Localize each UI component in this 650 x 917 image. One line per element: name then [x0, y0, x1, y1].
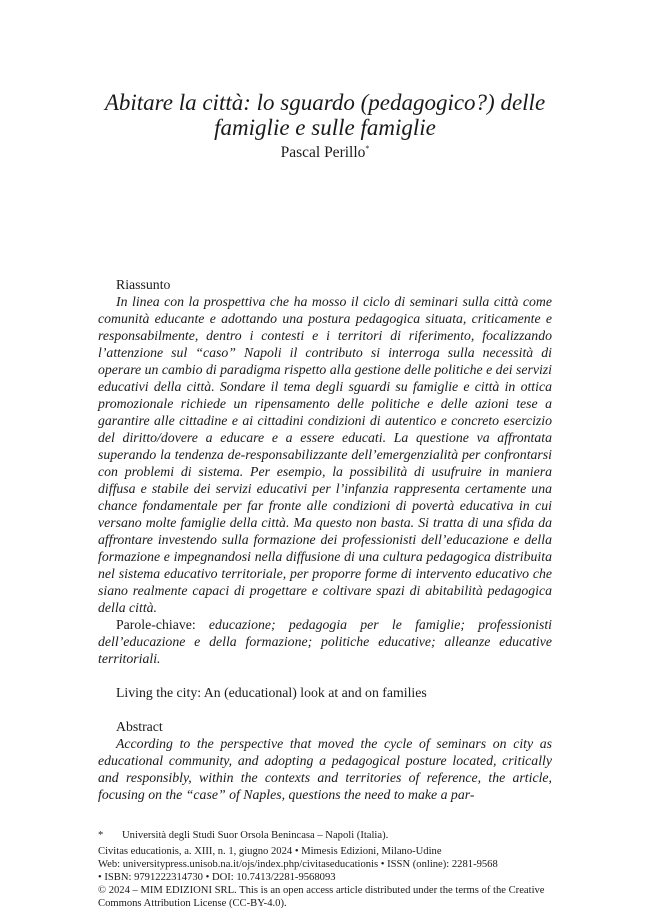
keywords-label: Parole-chiave: — [116, 617, 196, 632]
riassunto-text: In linea con la prospettiva che ha mosso il ciclo di seminari sulla città come comunità educante e adottando una postura pedagogica situata, criticamente e responsabilmente, dentro i contesti e i territori di riferimento, focalizzando l’attenzione sul “caso” Napoli il contributo si interroga sulla necessità di operare un cambio di paradigma rispetto alla gestione delle politiche e dei servizi educativi della città. Sondare il tema degli sguardi su famiglie e città in ottica promozionale richiede un ripensamento delle politiche e delle azioni tese a garantire alle cittadine e ai cittadini condizioni di autentico e concreto esercizio del diritto/dovere a educare e a essere educati. La questione va affrontata superando la tendenza de-responsabilizzante dell’emergenzialità per confrontarsi con problemi di sistema. Per esempio, la possibilità di usufruire in maniera diffusa e stabile dei servizi educativi per l’infanzia rappresenta certamente una chance fondamentale per far fronte alle condizioni di povertà educativa in cui versano molte famiglie della città. Ma questo non basta. Si tratta di una sfida da affrontare investendo sulla formazione dei professionisti dell’educazione e della formazione e impegnandosi nella diffusione di una cultura pedagogica distribuita nel sistema educativo territoriale, per proporre forme di intervento educativo che siano realmente capaci di progettare e coltivare spazi di abitabilità pedagogica della città. — [98, 294, 552, 615]
footnote-block — [98, 829, 552, 910]
section-gap — [98, 701, 552, 718]
article-body — [98, 276, 552, 803]
english-title: Living the city: An (educational) look at and on families — [116, 685, 427, 700]
affiliation-footnote — [98, 829, 552, 842]
title-line-2: famiglie e sulle famiglie — [214, 115, 436, 140]
keywords-text: educazione; pedagogia per le famiglie; professionisti dell’educazione e della formazione; politiche educative; alleanze educative territoriali. — [98, 617, 552, 666]
article-title — [80, 90, 570, 140]
abstract-text: According to the perspective that moved the cycle of seminars on city as educational community, and adopting a pedagogical posture located, critically and responsibly, within the contexts and territories of reference, the article, focusing on the “case” of Naples, questions the need to make a par- — [98, 736, 552, 802]
author-name: Pascal Perillo — [280, 144, 366, 162]
riassunto-heading: Riassunto — [116, 277, 171, 292]
footnote-mark: * — [98, 830, 104, 841]
affiliation-text: Università degli Studi Suor Orsola Benincasa – Napoli (Italia). — [122, 830, 389, 841]
author-footnote-mark: * — [365, 144, 370, 153]
abstract-heading: Abstract — [116, 719, 163, 734]
keywords-paragraph — [98, 616, 552, 667]
journal-info: Civitas educationis, a. XIII, n. 1, giugno 2024 • Mimesis Edizioni, Milano-Udine — [98, 846, 442, 857]
author-line — [80, 144, 570, 162]
web-info: Web: universitypress.unisob.na.it/ojs/index.php/civitaseducationis • ISSN (online): 2281-9568 — [98, 859, 498, 870]
section-gap — [98, 667, 552, 684]
isbn-info: • ISBN: 9791222314730 • DOI: 10.7413/2281-9568093 — [98, 872, 336, 883]
license-info: © 2024 – MIM EDIZIONI SRL. This is an open access article distributed under the terms of the Creative Commons Attribution License (CC-BY-4.0). — [98, 885, 545, 909]
title-line-1: Abitare la città: lo sguardo (pedagogico?) delle — [104, 90, 546, 115]
